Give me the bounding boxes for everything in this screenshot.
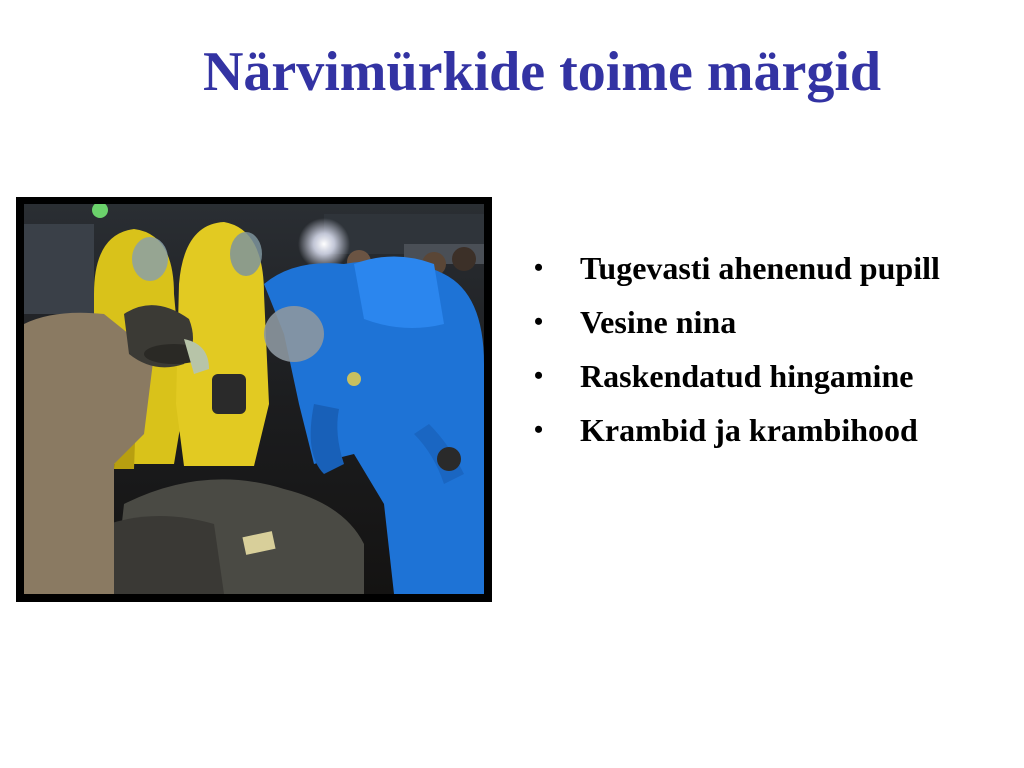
- visor-2: [230, 232, 262, 276]
- bullet-item: [534, 302, 954, 342]
- equipment-canister: [212, 374, 246, 414]
- bullet-marker: •: [534, 415, 544, 444]
- bullet-text: Raskendatud hingamine: [580, 358, 914, 394]
- bullet-marker: •: [534, 307, 544, 336]
- spotlight: [298, 218, 350, 270]
- bullet-text: Krambid ja krambihood: [580, 412, 918, 448]
- suit-patch: [347, 372, 361, 386]
- bullet-list: [534, 248, 954, 464]
- blue-suit-visor: [264, 306, 324, 362]
- hazmat-photo: [16, 197, 492, 602]
- slide-title: Närvimürkide toime märgid: [202, 41, 882, 103]
- background-building: [24, 224, 94, 314]
- hazmat-scene-illustration: [24, 204, 484, 594]
- bystander-head: [452, 247, 476, 271]
- bullet-text: Vesine nina: [580, 304, 737, 340]
- bullet-item: [534, 356, 954, 396]
- bullet-item: [534, 248, 954, 288]
- bullet-marker: •: [534, 361, 544, 390]
- bullet-text: Tugevasti ahenenud pupill: [580, 250, 940, 286]
- glove: [437, 447, 461, 471]
- bullet-marker: •: [534, 253, 544, 282]
- bullet-item: [534, 410, 954, 450]
- visor-1: [132, 237, 168, 281]
- blue-suit-hood: [354, 257, 444, 329]
